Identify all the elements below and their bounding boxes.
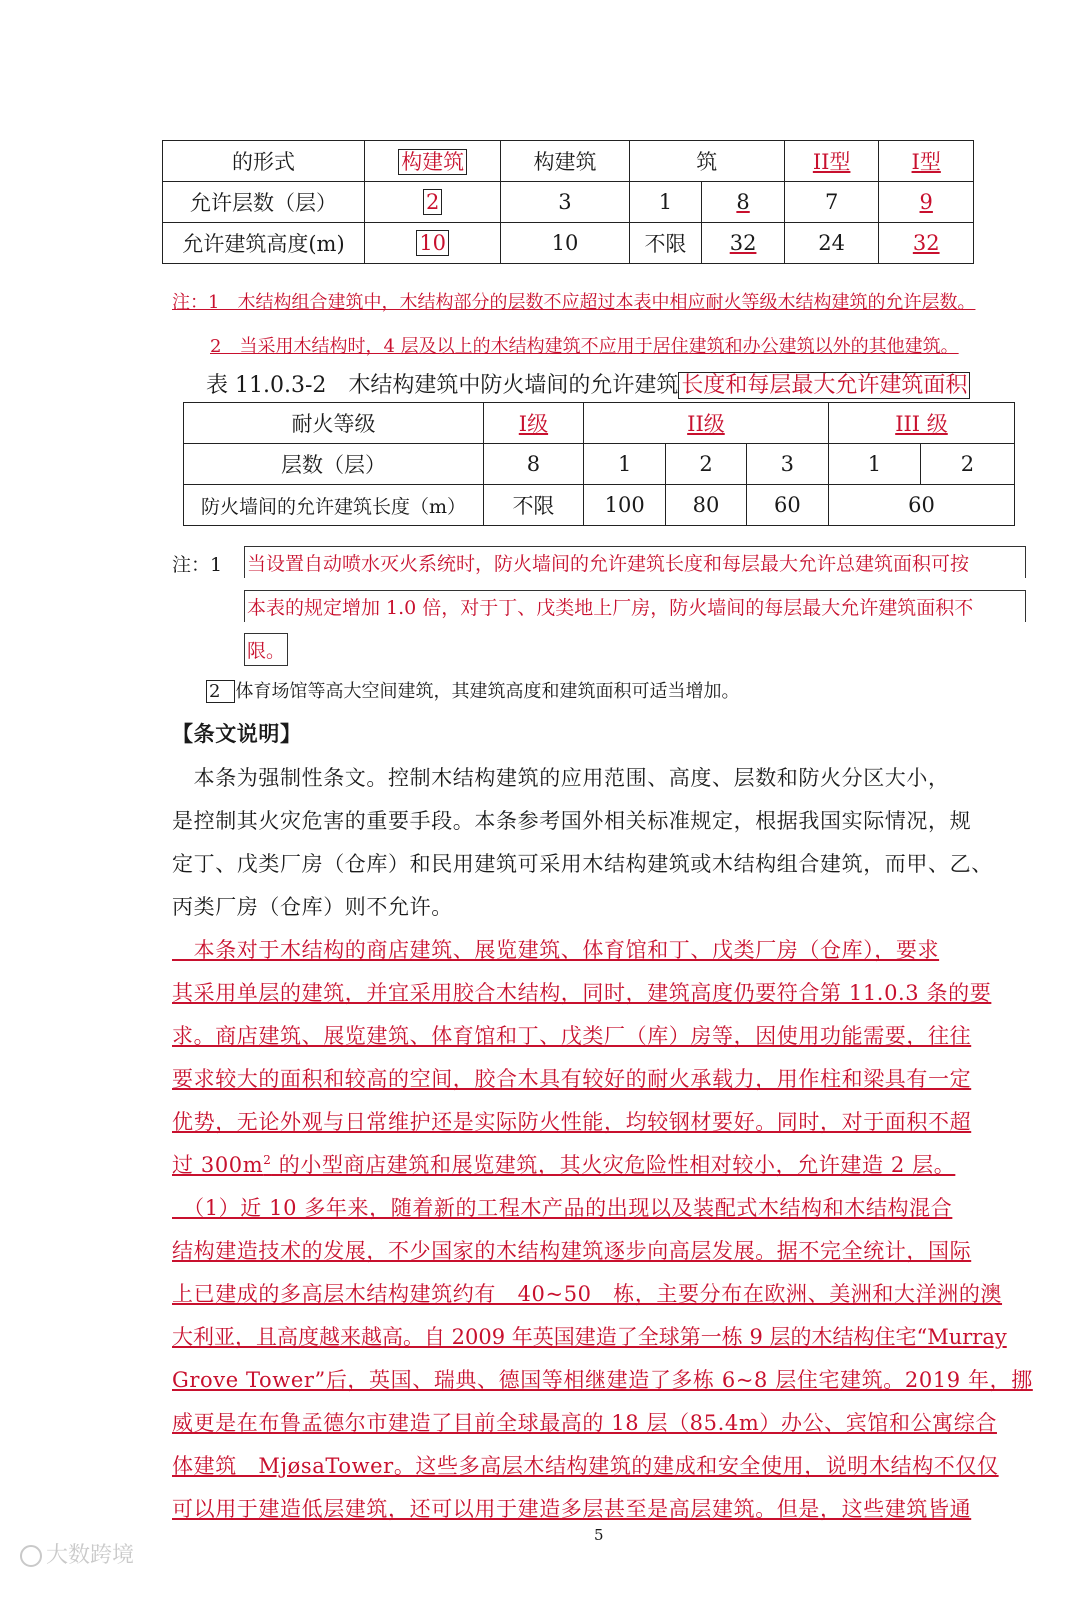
- paragraph-line: [172, 1149, 955, 1179]
- table-row: [184, 403, 1015, 444]
- table-cell: 层数（层）: [184, 444, 484, 485]
- table-cell: 9: [879, 182, 974, 223]
- table-cell: 1: [629, 182, 702, 223]
- table-firewall-limits: [183, 402, 1015, 526]
- note-text: 体育场馆等高大空间建筑，其建筑高度和建筑面积可适当增加。: [235, 681, 740, 702]
- table-cell: 80: [666, 485, 746, 526]
- table-cell: 不限: [629, 223, 702, 264]
- table-building-limits: [162, 140, 974, 264]
- paragraph-line: 结构建造技术的发展，不少国家的木结构建筑逐步向高层发展。据不完全统计，国际: [172, 1239, 972, 1263]
- table-cell: 60: [746, 485, 828, 526]
- paragraph-line: 上已建成的多高层木结构建筑约有 40~50 栋，主要分布在欧洲、美洲和大洋洲的澳: [172, 1282, 1003, 1306]
- paragraph-line: 求。商店建筑、展览建筑、体育馆和丁、戊类厂（库）房等，因使用功能需要，往往: [172, 1024, 972, 1048]
- table-cell: 允许层数（层）: [163, 182, 365, 223]
- table-cell: 3: [501, 182, 629, 223]
- table-cell: 筑: [629, 141, 784, 182]
- table-caption-text: 表 11.0.3-2 木结构建筑中防火墙间的允许建筑: [206, 373, 679, 398]
- paragraph-line: 丙类厂房（仓库）则不允许。: [172, 895, 453, 919]
- text-segment: 过 300m: [172, 1153, 264, 1177]
- table-row: [163, 141, 974, 182]
- note-number-box: 2: [206, 680, 235, 703]
- table-cell: 2: [666, 444, 746, 485]
- text-segment: 的小型商店建筑和展览建筑，其火灾危险性相对较小，允许建造 2 层。: [271, 1153, 956, 1177]
- page-number: 5: [594, 1526, 604, 1544]
- table-cell: 10: [501, 223, 629, 264]
- table-cell: 1: [583, 444, 665, 485]
- table-cell: 允许建筑高度(m): [163, 223, 365, 264]
- table-cell: 不限: [483, 485, 583, 526]
- table-cell: [365, 182, 501, 223]
- paragraph-line: 本条为强制性条文。控制木结构建筑的应用范围、高度、层数和防火分区大小，: [172, 766, 950, 790]
- paragraph-line: Grove Tower”后，英国、瑞典、德国等相继建造了多栋 6~8 层住宅建筑。2019 年，挪: [172, 1368, 1033, 1392]
- table-cell: 的形式: [163, 141, 365, 182]
- table-cell: 防火墙间的允许建筑长度（m）: [184, 485, 484, 526]
- paragraph-line: 可以用于建造低层建筑，还可以用于建造多层甚至是高层建筑。但是，这些建筑皆通: [172, 1497, 972, 1521]
- table-cell-text: 构建筑: [398, 149, 467, 175]
- table-row: [184, 485, 1015, 526]
- table-note-2: 2 当采用木结构时，4 层及以上的木结构建筑不应用于居住建筑和办公建筑以外的其他建筑。: [210, 336, 959, 357]
- table-cell: [365, 223, 501, 264]
- table-note-prefix: 注：1: [172, 554, 223, 576]
- paragraph-line: 要求较大的面积和较高的空间，胶合木具有较好的耐火承载力，用作柱和梁具有一定: [172, 1067, 972, 1091]
- table-cell: 60: [828, 485, 1014, 526]
- highlighted-note-line: 当设置自动喷水灭火系统时，防火墙间的允许建筑长度和每层最大允许总建筑面积可按: [244, 546, 1026, 578]
- highlighted-note-line: 本表的规定增加 1.0 倍，对于丁、戊类地上厂房，防火墙间的每层最大允许建筑面积不: [244, 590, 1026, 622]
- paragraph-line: 威更是在布鲁孟德尔市建造了目前全球最高的 18 层（85.4m）办公、宾馆和公寓综合: [172, 1411, 997, 1435]
- paragraph-line: 是控制其火灾危害的重要手段。本条参考国外相关标准规定，根据我国实际情况，规: [172, 809, 972, 833]
- table-caption-highlight: 长度和每层最大允许建筑面积: [678, 372, 970, 399]
- table-cell: 3: [746, 444, 828, 485]
- paragraph-line: 优势，无论外观与日常维护还是实际防火性能，均较钢材要好。同时，对于面积不超: [172, 1110, 972, 1134]
- table-cell: 32: [879, 223, 974, 264]
- table-cell: 1: [828, 444, 920, 485]
- table-cell: I级: [483, 403, 583, 444]
- table-cell: 8: [702, 182, 785, 223]
- table-cell-text: 2: [423, 189, 442, 215]
- table-cell: 24: [784, 223, 879, 264]
- table-cell: 32: [702, 223, 785, 264]
- watermark: [20, 1538, 134, 1569]
- section-title: 【条文说明】: [172, 722, 302, 746]
- table-cell: 耐火等级: [184, 403, 484, 444]
- table-row: [163, 182, 974, 223]
- paragraph-line: 体建筑 MjøsaTower。这些多高层木结构建筑的建成和安全使用，说明木结构不仅仅: [172, 1454, 999, 1478]
- table-note-1: 注：1 木结构组合建筑中，木结构部分的层数不应超过本表中相应耐火等级木结构建筑的允许层数。: [172, 292, 976, 313]
- table-cell: 100: [583, 485, 665, 526]
- paragraph-line: 大利亚，且高度越来越高。自 2009 年英国建造了全球第一栋 9 层的木结构住宅“Murray: [172, 1325, 1007, 1349]
- table-cell: 8: [483, 444, 583, 485]
- table-cell: I型: [879, 141, 974, 182]
- table-note-2b: [206, 677, 739, 703]
- table-cell: III 级: [828, 403, 1014, 444]
- table-row: [163, 223, 974, 264]
- table-caption: [206, 368, 970, 399]
- watermark-text: 大数跨境: [46, 1543, 135, 1568]
- table-cell: II级: [583, 403, 828, 444]
- highlighted-note-line: 限。: [244, 633, 288, 666]
- table-cell: 7: [784, 182, 879, 223]
- table-cell: 构建筑: [501, 141, 629, 182]
- paragraph-line: （1）近 10 多年来，随着新的工程木产品的出现以及装配式木结构和木结构混合: [172, 1196, 953, 1220]
- table-cell: 2: [920, 444, 1014, 485]
- watermark-logo-icon: [20, 1545, 42, 1567]
- table-row: [184, 444, 1015, 485]
- paragraph-line: 本条对于木结构的商店建筑、展览建筑、体育馆和丁、戊类厂房（仓库），要求: [172, 938, 940, 962]
- table-cell: II型: [784, 141, 879, 182]
- paragraph-line: 其采用单层的建筑，并宜采用胶合木结构，同时，建筑高度仍要符合第 11.0.3 条的要: [172, 981, 992, 1005]
- table-cell: [365, 141, 501, 182]
- superscript: 2: [263, 1153, 272, 1167]
- table-cell-text: 10: [416, 230, 449, 256]
- paragraph-line: 定丁、戊类厂房（仓库）和民用建筑可采用木结构建筑或木结构组合建筑，而甲、乙、: [172, 852, 993, 876]
